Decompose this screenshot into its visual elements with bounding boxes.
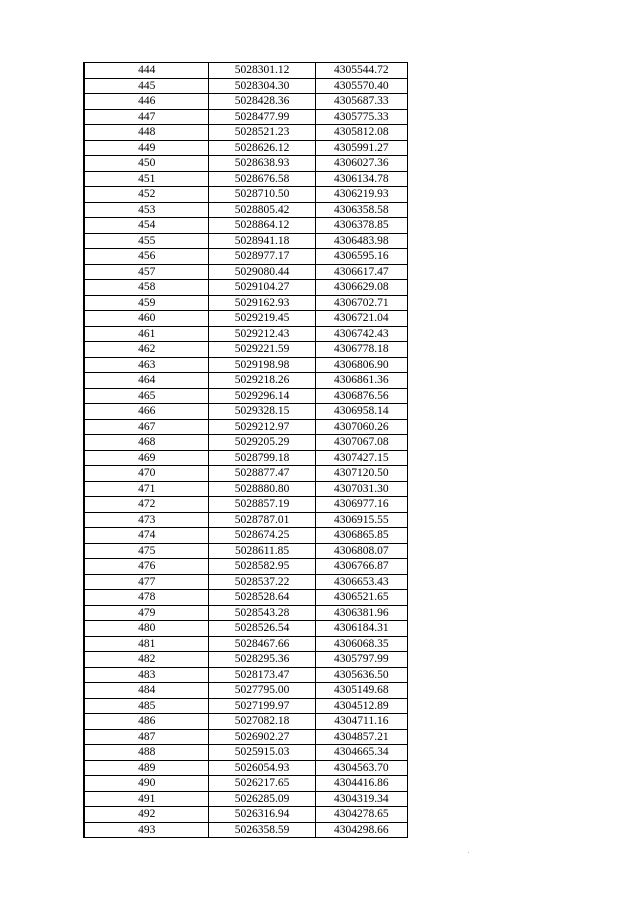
y-coordinate-cell: 4306381.96 [315, 605, 407, 621]
point-number-cell: 466 [84, 404, 209, 420]
table-row [84, 760, 408, 776]
point-number-cell: 479 [84, 605, 209, 621]
y-coordinate-cell: 4304512.89 [315, 698, 407, 714]
point-number-cell: 487 [84, 729, 209, 745]
x-coordinate-cell: 5029212.43 [209, 326, 315, 342]
y-coordinate-cell: 4304563.70 [315, 760, 407, 776]
table-row [84, 450, 408, 466]
x-coordinate-cell: 5026358.59 [209, 822, 315, 838]
x-coordinate-cell: 5028710.50 [209, 187, 315, 203]
table-row [84, 373, 408, 389]
y-coordinate-cell: 4304665.34 [315, 745, 407, 761]
table-row [84, 264, 408, 280]
table-row [84, 636, 408, 652]
y-coordinate-cell: 4306521.65 [315, 590, 407, 606]
y-coordinate-cell: 4306068.35 [315, 636, 407, 652]
y-coordinate-cell: 4306702.71 [315, 295, 407, 311]
y-coordinate-cell: 4307067.08 [315, 435, 407, 451]
x-coordinate-cell: 5028880.80 [209, 481, 315, 497]
point-number-cell: 470 [84, 466, 209, 482]
x-coordinate-cell: 5028173.47 [209, 667, 315, 683]
point-number-cell: 467 [84, 419, 209, 435]
table-row [84, 326, 408, 342]
x-coordinate-cell: 5029198.98 [209, 357, 315, 373]
point-number-cell: 464 [84, 373, 209, 389]
y-coordinate-cell: 4306027.36 [315, 156, 407, 172]
table-row [84, 698, 408, 714]
y-coordinate-cell: 4306629.08 [315, 280, 407, 296]
x-coordinate-cell: 5028638.93 [209, 156, 315, 172]
point-number-cell: 473 [84, 512, 209, 528]
table-row [84, 342, 408, 358]
point-number-cell: 481 [84, 636, 209, 652]
y-coordinate-cell: 4304711.16 [315, 714, 407, 730]
point-number-cell: 485 [84, 698, 209, 714]
x-coordinate-cell: 5028301.12 [209, 63, 315, 79]
x-coordinate-cell: 5026054.93 [209, 760, 315, 776]
x-coordinate-cell: 5027199.97 [209, 698, 315, 714]
y-coordinate-cell: 4304298.66 [315, 822, 407, 838]
table-row [84, 404, 408, 420]
x-coordinate-cell: 5029104.27 [209, 280, 315, 296]
point-number-cell: 451 [84, 171, 209, 187]
x-coordinate-cell: 5028467.66 [209, 636, 315, 652]
point-number-cell: 490 [84, 776, 209, 792]
point-number-cell: 480 [84, 621, 209, 637]
coordinates-table [83, 62, 408, 838]
point-number-cell: 477 [84, 574, 209, 590]
x-coordinate-cell: 5028977.17 [209, 249, 315, 265]
y-coordinate-cell: 4305570.40 [315, 78, 407, 94]
point-number-cell: 461 [84, 326, 209, 342]
point-number-cell: 482 [84, 652, 209, 668]
y-coordinate-cell: 4306865.85 [315, 528, 407, 544]
y-coordinate-cell: 4306595.16 [315, 249, 407, 265]
table-row [84, 218, 408, 234]
table-row [84, 63, 408, 79]
y-coordinate-cell: 4306766.87 [315, 559, 407, 575]
point-number-cell: 468 [84, 435, 209, 451]
y-coordinate-cell: 4306742.43 [315, 326, 407, 342]
x-coordinate-cell: 5028611.85 [209, 543, 315, 559]
table-row [84, 388, 408, 404]
point-number-cell: 462 [84, 342, 209, 358]
table-row [84, 357, 408, 373]
table-row [84, 187, 408, 203]
point-number-cell: 460 [84, 311, 209, 327]
coordinates-table-body [84, 63, 408, 838]
x-coordinate-cell: 5028864.12 [209, 218, 315, 234]
x-coordinate-cell: 5028674.25 [209, 528, 315, 544]
point-number-cell: 445 [84, 78, 209, 94]
y-coordinate-cell: 4305544.72 [315, 63, 407, 79]
x-coordinate-cell: 5028877.47 [209, 466, 315, 482]
x-coordinate-cell: 5028428.36 [209, 94, 315, 110]
y-coordinate-cell: 4306358.58 [315, 202, 407, 218]
x-coordinate-cell: 5028582.95 [209, 559, 315, 575]
table-row [84, 481, 408, 497]
table-row [84, 590, 408, 606]
y-coordinate-cell: 4306721.04 [315, 311, 407, 327]
y-coordinate-cell: 4307060.26 [315, 419, 407, 435]
point-number-cell: 483 [84, 667, 209, 683]
x-coordinate-cell: 5029205.29 [209, 435, 315, 451]
point-number-cell: 456 [84, 249, 209, 265]
point-number-cell: 458 [84, 280, 209, 296]
table-row [84, 78, 408, 94]
y-coordinate-cell: 4306483.98 [315, 233, 407, 249]
table-row [84, 543, 408, 559]
x-coordinate-cell: 5028941.18 [209, 233, 315, 249]
table-row [84, 419, 408, 435]
x-coordinate-cell: 5029080.44 [209, 264, 315, 280]
point-number-cell: 463 [84, 357, 209, 373]
y-coordinate-cell: 4306653.43 [315, 574, 407, 590]
y-coordinate-cell: 4306915.55 [315, 512, 407, 528]
table-row [84, 807, 408, 823]
point-number-cell: 489 [84, 760, 209, 776]
x-coordinate-cell: 5029296.14 [209, 388, 315, 404]
y-coordinate-cell: 4306617.47 [315, 264, 407, 280]
x-coordinate-cell: 5029218.26 [209, 373, 315, 389]
point-number-cell: 455 [84, 233, 209, 249]
table-row [84, 822, 408, 838]
y-coordinate-cell: 4305991.27 [315, 140, 407, 156]
x-coordinate-cell: 5028521.23 [209, 125, 315, 141]
y-coordinate-cell: 4307031.30 [315, 481, 407, 497]
x-coordinate-cell: 5029162.93 [209, 295, 315, 311]
table-row [84, 497, 408, 513]
y-coordinate-cell: 4306134.78 [315, 171, 407, 187]
y-coordinate-cell: 4306219.93 [315, 187, 407, 203]
x-coordinate-cell: 5028526.54 [209, 621, 315, 637]
x-coordinate-cell: 5028805.42 [209, 202, 315, 218]
scan-speck [468, 852, 469, 853]
x-coordinate-cell: 5025915.03 [209, 745, 315, 761]
point-number-cell: 472 [84, 497, 209, 513]
x-coordinate-cell: 5029221.59 [209, 342, 315, 358]
point-number-cell: 474 [84, 528, 209, 544]
table-row [84, 435, 408, 451]
point-number-cell: 457 [84, 264, 209, 280]
x-coordinate-cell: 5027795.00 [209, 683, 315, 699]
y-coordinate-cell: 4306876.56 [315, 388, 407, 404]
x-coordinate-cell: 5028537.22 [209, 574, 315, 590]
point-number-cell: 488 [84, 745, 209, 761]
y-coordinate-cell: 4306861.36 [315, 373, 407, 389]
x-coordinate-cell: 5028295.36 [209, 652, 315, 668]
table-row [84, 528, 408, 544]
point-number-cell: 450 [84, 156, 209, 172]
table-row [84, 574, 408, 590]
table-row [84, 652, 408, 668]
point-number-cell: 492 [84, 807, 209, 823]
point-number-cell: 454 [84, 218, 209, 234]
x-coordinate-cell: 5028543.28 [209, 605, 315, 621]
point-number-cell: 493 [84, 822, 209, 838]
x-coordinate-cell: 5028304.30 [209, 78, 315, 94]
x-coordinate-cell: 5026217.65 [209, 776, 315, 792]
table-row [84, 729, 408, 745]
y-coordinate-cell: 4306958.14 [315, 404, 407, 420]
y-coordinate-cell: 4304416.86 [315, 776, 407, 792]
table-row [84, 94, 408, 110]
x-coordinate-cell: 5029328.15 [209, 404, 315, 420]
y-coordinate-cell: 4306977.16 [315, 497, 407, 513]
table-row [84, 466, 408, 482]
x-coordinate-cell: 5028528.64 [209, 590, 315, 606]
point-number-cell: 446 [84, 94, 209, 110]
point-number-cell: 449 [84, 140, 209, 156]
table-row [84, 125, 408, 141]
point-number-cell: 459 [84, 295, 209, 311]
table-row [84, 109, 408, 125]
table-row [84, 512, 408, 528]
table-row [84, 311, 408, 327]
y-coordinate-cell: 4306808.07 [315, 543, 407, 559]
y-coordinate-cell: 4304278.65 [315, 807, 407, 823]
point-number-cell: 476 [84, 559, 209, 575]
y-coordinate-cell: 4305687.33 [315, 94, 407, 110]
table-row [84, 171, 408, 187]
table-row [84, 714, 408, 730]
table-row [84, 621, 408, 637]
point-number-cell: 444 [84, 63, 209, 79]
x-coordinate-cell: 5026285.09 [209, 791, 315, 807]
y-coordinate-cell: 4306806.90 [315, 357, 407, 373]
point-number-cell: 491 [84, 791, 209, 807]
x-coordinate-cell: 5029219.45 [209, 311, 315, 327]
y-coordinate-cell: 4306184.31 [315, 621, 407, 637]
y-coordinate-cell: 4305636.50 [315, 667, 407, 683]
point-number-cell: 478 [84, 590, 209, 606]
table-row [84, 559, 408, 575]
x-coordinate-cell: 5027082.18 [209, 714, 315, 730]
x-coordinate-cell: 5029212.97 [209, 419, 315, 435]
y-coordinate-cell: 4307427.15 [315, 450, 407, 466]
y-coordinate-cell: 4304857.21 [315, 729, 407, 745]
x-coordinate-cell: 5028799.18 [209, 450, 315, 466]
y-coordinate-cell: 4305797.99 [315, 652, 407, 668]
y-coordinate-cell: 4304319.34 [315, 791, 407, 807]
point-number-cell: 475 [84, 543, 209, 559]
point-number-cell: 453 [84, 202, 209, 218]
x-coordinate-cell: 5028857.19 [209, 497, 315, 513]
x-coordinate-cell: 5028477.99 [209, 109, 315, 125]
y-coordinate-cell: 4305775.33 [315, 109, 407, 125]
table-row [84, 280, 408, 296]
x-coordinate-cell: 5026316.94 [209, 807, 315, 823]
point-number-cell: 447 [84, 109, 209, 125]
point-number-cell: 471 [84, 481, 209, 497]
table-row [84, 140, 408, 156]
x-coordinate-cell: 5028676.58 [209, 171, 315, 187]
x-coordinate-cell: 5028626.12 [209, 140, 315, 156]
table-row [84, 745, 408, 761]
table-row [84, 233, 408, 249]
x-coordinate-cell: 5026902.27 [209, 729, 315, 745]
point-number-cell: 484 [84, 683, 209, 699]
table-row [84, 202, 408, 218]
table-row [84, 683, 408, 699]
table-row [84, 791, 408, 807]
table-row [84, 295, 408, 311]
y-coordinate-cell: 4306778.18 [315, 342, 407, 358]
table-row [84, 156, 408, 172]
table-row [84, 667, 408, 683]
y-coordinate-cell: 4307120.50 [315, 466, 407, 482]
table-row [84, 605, 408, 621]
y-coordinate-cell: 4306378.85 [315, 218, 407, 234]
point-number-cell: 469 [84, 450, 209, 466]
point-number-cell: 486 [84, 714, 209, 730]
point-number-cell: 448 [84, 125, 209, 141]
y-coordinate-cell: 4305812.08 [315, 125, 407, 141]
x-coordinate-cell: 5028787.01 [209, 512, 315, 528]
table-row [84, 776, 408, 792]
table-row [84, 249, 408, 265]
y-coordinate-cell: 4305149.68 [315, 683, 407, 699]
point-number-cell: 465 [84, 388, 209, 404]
point-number-cell: 452 [84, 187, 209, 203]
